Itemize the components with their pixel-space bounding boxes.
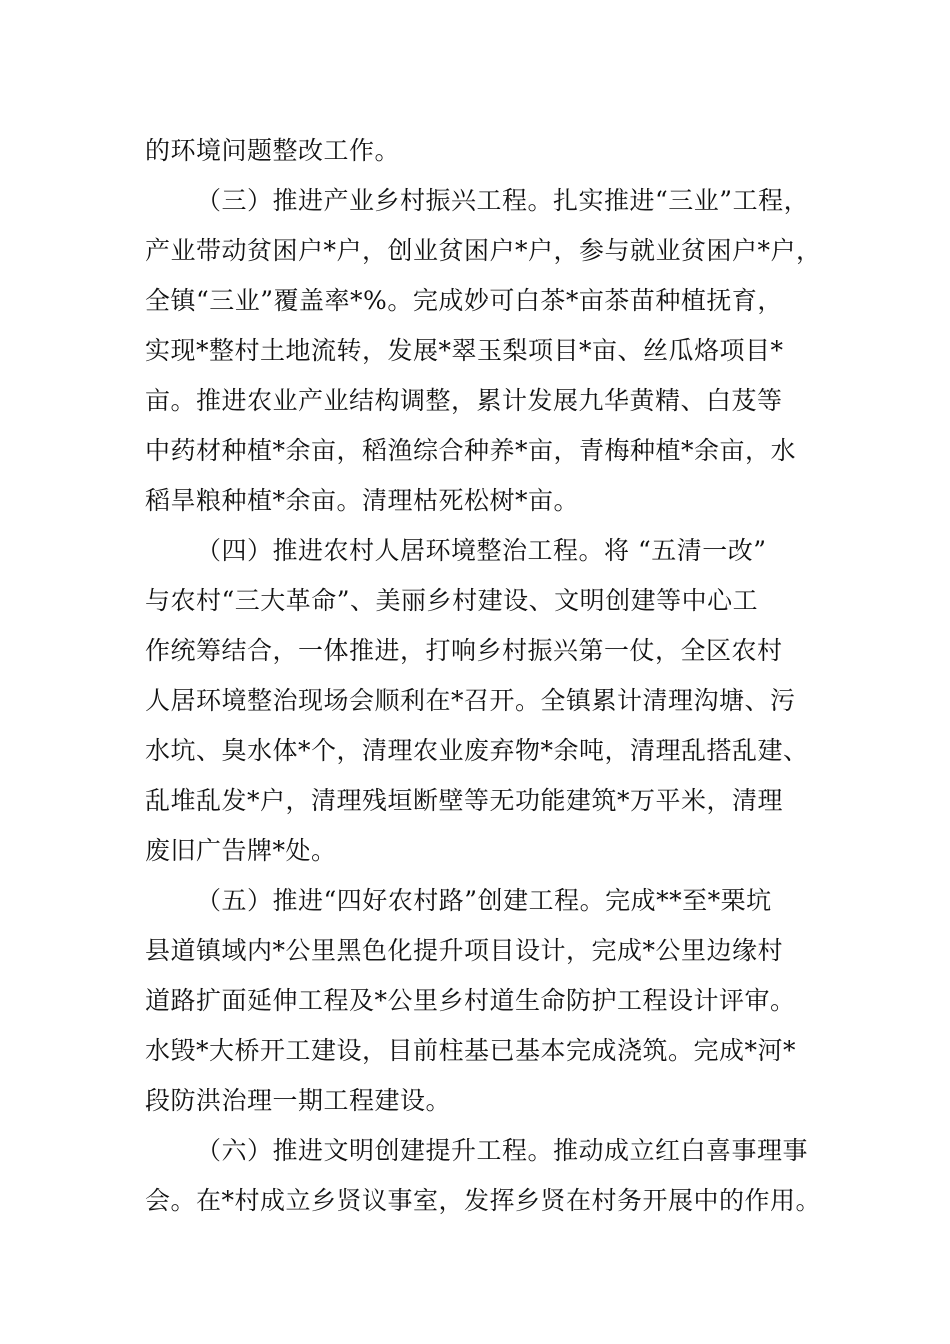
text-line: 产业带动贫困户*户，创业贫困户*户，参与就业贫困户*户， [145,236,822,265]
text-line: 与农村“三大革命”、美丽乡村建设、文明创建等中心工 [145,586,759,615]
text-line: 全镇“三业”覆盖率*%。完成妙可白茶*亩茶苗种植抚育， [145,286,783,315]
text-line: 道路扩面延伸工程及*公里乡村道生命防护工程设计评审。 [145,986,796,1015]
section-heading-line: （四）推进农村人居环境整治工程。将 “五清一改” [196,536,767,565]
text-line: 作统筹结合，一体推进，打响乡村振兴第一仗，全区农村 [145,636,783,665]
text-line: 乱堆乱发*户，清理残垣断壁等无功能建筑*万平米，清理 [145,786,784,815]
text-line: 亩。推进农业产业结构调整，累计发展九华黄精、白芨等 [145,386,783,415]
text-line: 废旧广告牌*处。 [145,836,337,865]
text-line: 的环境问题整改工作。 [145,136,401,165]
text-line: 水坑、臭水体*个，清理农业废弃物*余吨，清理乱搭乱建、 [145,736,809,765]
text-line: 人居环境整治现场会顺利在*召开。全镇累计清理沟塘、污 [145,686,796,715]
section-heading-line: （六）推进文明创建提升工程。推动成立红白喜事理事 [196,1136,809,1165]
text-line: 会。在*村成立乡贤议事室，发挥乡贤在村务开展中的作用。 [145,1186,822,1215]
section-heading-line: （三）推进产业乡村振兴工程。扎实推进“三业”工程， [196,186,810,215]
text-line: 中药材种植*余亩，稻渔综合种养*亩，青梅种植*余亩，水 [145,436,797,465]
text-line: 稻旱粮种植*余亩。清理枯死松树*亩。 [145,486,580,515]
text-line: 段防洪治理一期工程建设。 [145,1086,452,1115]
text-line: 水毁*大桥开工建设，目前柱基已基本完成浇筑。完成*河* [145,1036,797,1065]
text-line: 县道镇域内*公里黑色化提升项目设计，完成*公里边缘村 [145,936,784,965]
text-line: 实现*整村土地流转，发展*翠玉梨项目*亩、丝瓜烙项目* [145,336,784,365]
section-heading-line: （五）推进“四好农村路”创建工程。完成**至*栗坑 [196,886,772,915]
